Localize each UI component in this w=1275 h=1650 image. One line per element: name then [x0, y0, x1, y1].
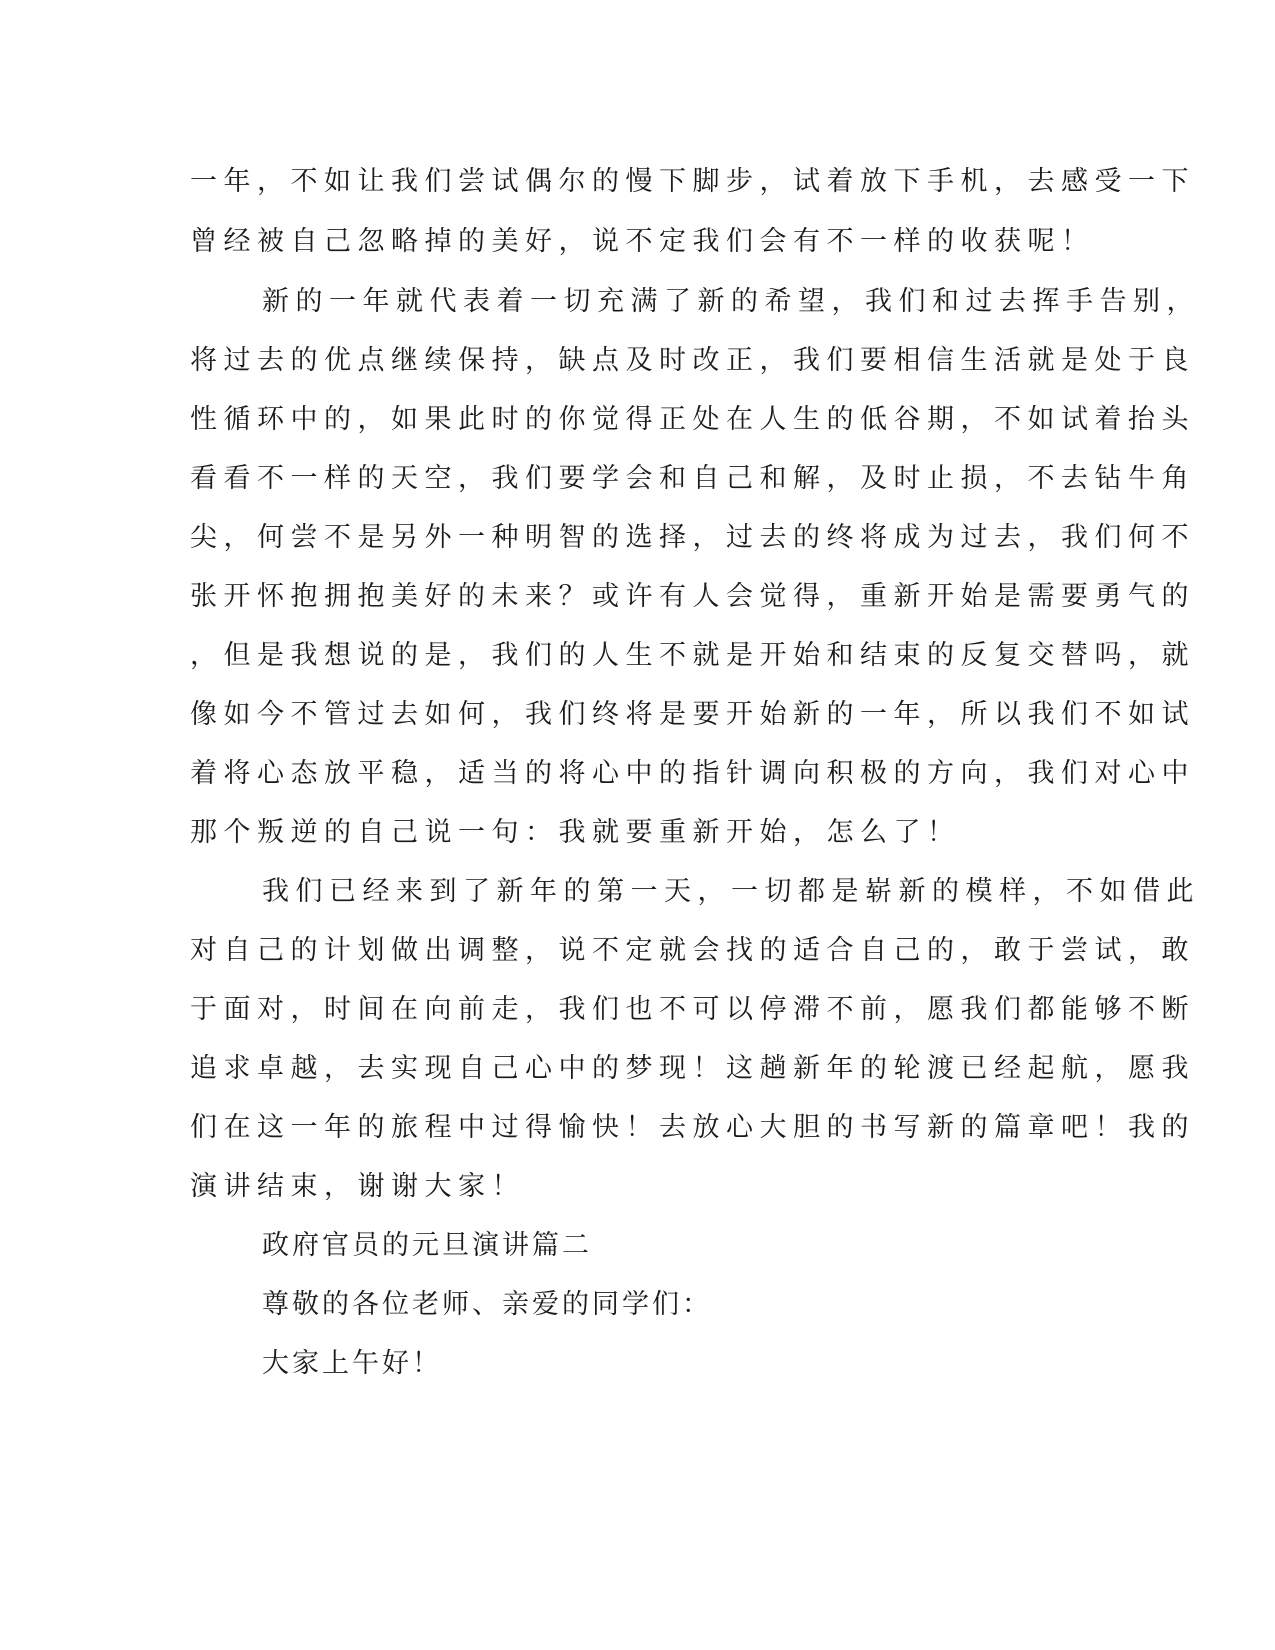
paragraph-line: 演讲结束，谢谢大家！	[190, 1171, 525, 1202]
paragraph-line: 于面对，时间在向前走，我们也不可以停滞不前，愿我们都能够不断	[190, 994, 1195, 1025]
paragraph-line: 们在这一年的旅程中过得愉快！去放心大胆的书写新的篇章吧！我的	[190, 1112, 1195, 1143]
paragraph-line: 尖，何尝不是另外一种明智的选择，过去的终将成为过去，我们何不	[190, 522, 1195, 553]
paragraph-line: ，但是我想说的是，我们的人生不就是开始和结束的反复交替吗，就	[190, 640, 1195, 671]
paragraph-line: 将过去的优点继续保持，缺点及时改正，我们要相信生活就是处于良	[190, 345, 1195, 376]
paragraph-line: 看看不一样的天空，我们要学会和自己和解，及时止损，不去钻牛角	[190, 463, 1195, 494]
paragraph-line: 我们已经来到了新年的第一天，一切都是崭新的模样，不如借此	[262, 876, 1200, 907]
paragraph-line: 新的一年就代表着一切充满了新的希望，我们和过去挥手告别，	[262, 286, 1200, 317]
paragraph-line: 曾经被自己忽略掉的美好，说不定我们会有不一样的收获呢！	[190, 226, 1095, 257]
salutation: 尊敬的各位老师、亲爱的同学们：	[262, 1289, 712, 1320]
paragraph-line: 那个叛逆的自己说一句：我就要重新开始，怎么了！	[190, 817, 961, 848]
paragraph-line: 对自己的计划做出调整，说不定就会找的适合自己的，敢于尝试，敢	[190, 935, 1195, 966]
paragraph-line: 着将心态放平稳，适当的将心中的指针调向积极的方向，我们对心中	[190, 758, 1195, 789]
paragraph-line: 追求卓越，去实现自己心中的梦现！这趟新年的轮渡已经起航，愿我	[190, 1053, 1195, 1084]
paragraph-line: 张开怀抱拥抱美好的未来？或许有人会觉得，重新开始是需要勇气的	[190, 581, 1195, 612]
paragraph-line: 性循环中的，如果此时的你觉得正处在人生的低谷期，不如试着抬头	[190, 404, 1195, 435]
paragraph-line: 一年，不如让我们尝试偶尔的慢下脚步，试着放下手机，去感受一下	[190, 166, 1195, 197]
greeting: 大家上午好！	[262, 1348, 442, 1379]
section-title: 政府官员的元旦演讲篇二	[262, 1230, 592, 1261]
paragraph-line: 像如今不管过去如何，我们终将是要开始新的一年，所以我们不如试	[190, 699, 1195, 730]
